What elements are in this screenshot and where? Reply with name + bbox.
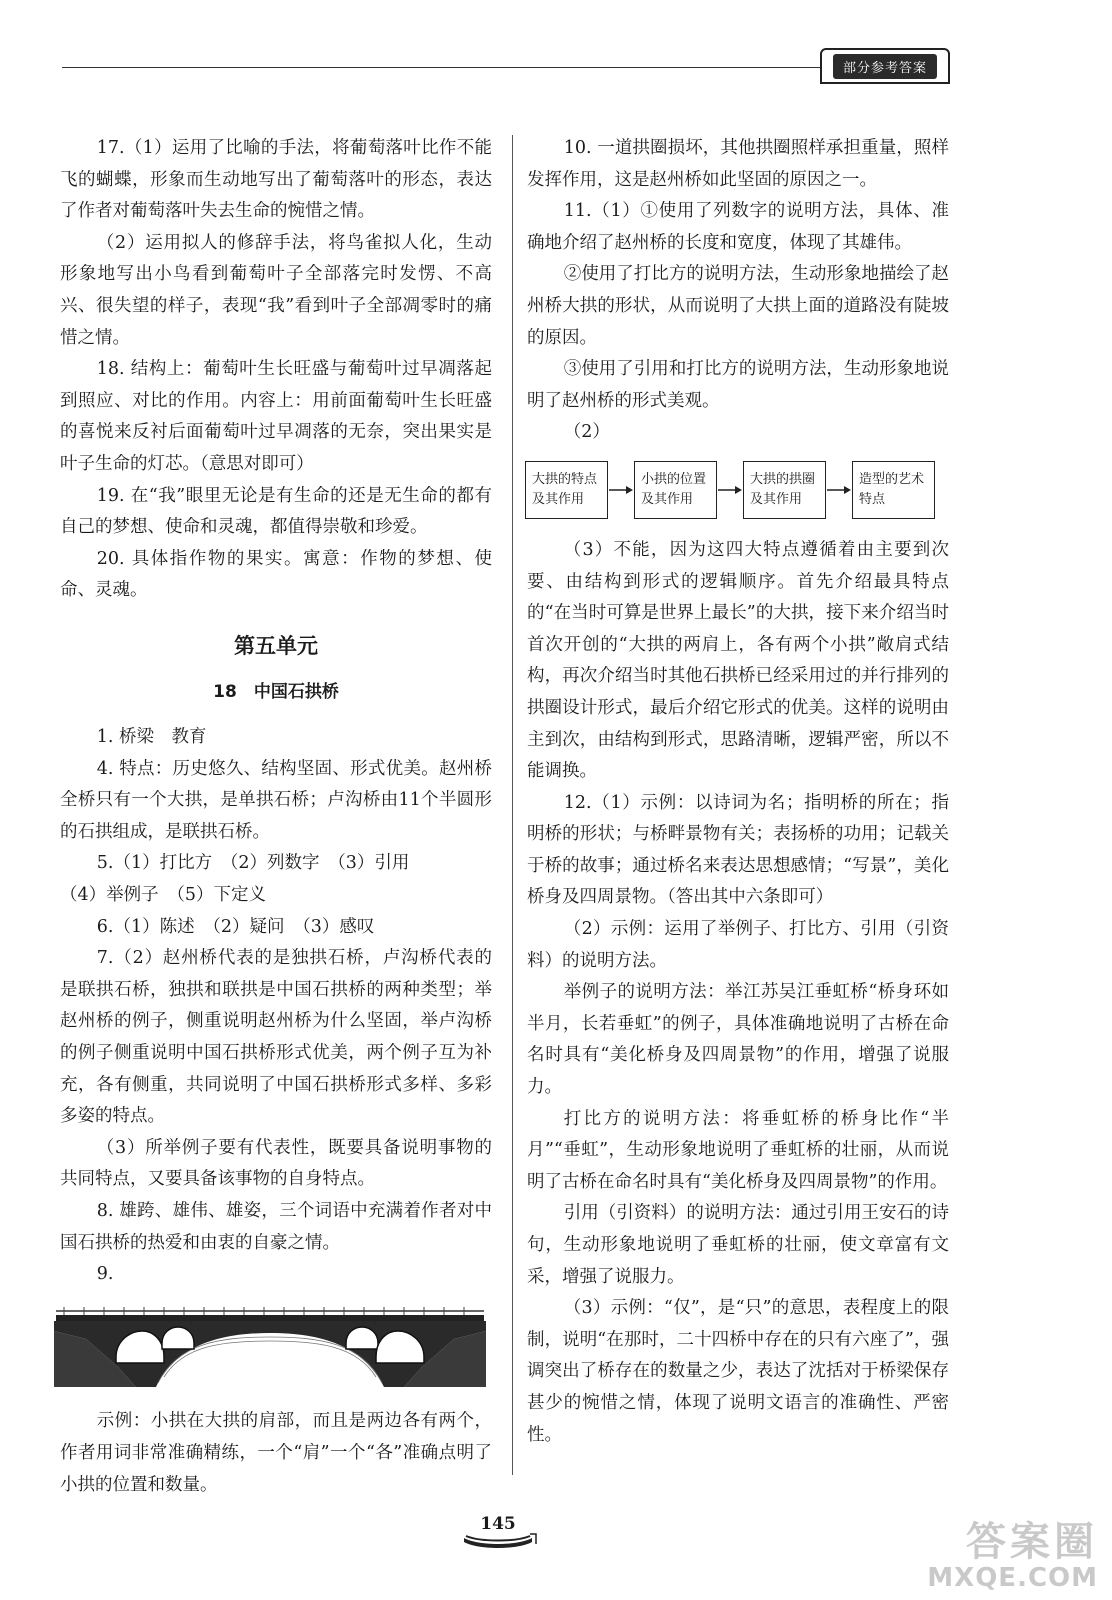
header-tab [820, 48, 950, 84]
arrow-right-icon [826, 484, 852, 496]
answer-18: 18. 结构上：葡萄叶生长旺盛与葡萄叶过早凋落起到照应、对比的作用。内容上：用前面葡萄叶生长旺盛的喜悦来反衬后面葡萄叶过早凋落的无奈，突出果实是叶子生命的灯芯。（意思对即可） [60, 359, 492, 474]
answer-8: 8. 雄跨、雄伟、雄姿，三个词语中充满着作者对中国石拱桥的热爱和由衷的自豪之情。 [60, 1201, 492, 1253]
answer-17-1: 17.（1）运用了比喻的手法，将葡萄落叶比作不能飞的蝴蝶，形象而生动地写出了葡萄落叶的形态，表达了作者对葡萄落叶失去生命的惋惜之情。 [60, 138, 492, 222]
page-number: 145 [480, 1514, 516, 1534]
unit-title: 第五单元 [234, 633, 318, 658]
bridge-figure [54, 1297, 492, 1401]
answer-5-line1: 5.（1）打比方 （2）列数字 （3）引用 [96, 853, 410, 874]
answer-1: 1. 桥梁 教育 [96, 727, 207, 748]
watermark-top: 答案圈 [966, 1519, 1098, 1565]
answer-11-1c: ③使用了引用和打比方的说明方法，生动形象地说明了赵州桥的形式美观。 [527, 359, 949, 411]
stone-arch-bridge-illustration [54, 1297, 486, 1389]
answer-11-1a: 11.（1）①使用了列数字的说明方法，具体、准确地介绍了赵州桥的长度和宽度，体现了其雄伟。 [527, 201, 949, 253]
answer-20: 20. 具体指作物的果实。寓意：作物的梦想、使命、灵魂。 [60, 548, 492, 601]
page-number-badge [458, 1510, 538, 1550]
arrow-right-icon [608, 484, 634, 496]
answer-12-3: （3）示例：“仅”，是“只”的意思，表程度上的限制，说明“在那时，二十四桥中存在的只有六座了”，强调突出了桥存在的数量之少，表达了沈括对于桥梁保存甚少的惋惜之情，体现了说明文语言的准确性、严密性。 [527, 1298, 949, 1445]
flow-box-1: 大拱的特点及其作用 [525, 461, 608, 519]
answer-12-metaphor: 打比方的说明方法：将垂虹桥的桥身比作“半月”“垂虹”，生动形象地说明了垂虹桥的壮丽，从而说明了古桥在命名时具有“美化桥身及四周景物”的作用。 [527, 1108, 949, 1192]
answer-4: 4. 特点：历史悠久、结构坚固、形式优美。赵州桥全桥只有一个大拱，是单拱石桥；卢沟桥由11个半圆形的石拱组成，是联拱石桥。 [60, 758, 492, 842]
header-rule [62, 67, 822, 68]
flow-box-4: 造型的艺术特点 [852, 461, 935, 519]
answer-7-2: 7.（2）赵州桥代表的是独拱石桥，卢沟桥代表的是联拱石桥，独拱和联拱是中国石拱桥的两种类型；举赵州桥的例子，侧重说明赵州桥为什么坚固，举卢沟桥的例子侧重说明中国石拱桥形式优美，两个例子互为补充，各有侧重，共同说明了中国石拱桥形式多样、多彩多姿的特点。 [60, 948, 492, 1127]
answer-11-1b: ②使用了打比方的说明方法，生动形象地描绘了赵州桥大拱的形状，从而说明了大拱上面的道路没有陡坡的原因。 [527, 264, 949, 348]
left-column [60, 133, 492, 1501]
answer-6: 6.（1）陈述 （2）疑问 （3）感叹 [96, 916, 375, 937]
right-column [527, 133, 949, 1451]
header-tab-label: 部分参考答案 [833, 54, 937, 79]
answer-19: 19. 在“我”眼里无论是有生命的还是无生命的都有自己的梦想、使命和灵魂，都值得崇敬和珍爱。 [60, 485, 492, 538]
flow-diagram [525, 461, 949, 519]
flow-box-2: 小拱的位置及其作用 [634, 461, 717, 519]
answer-12-2: （2）示例：运用了举例子、打比方、引用（引资料）的说明方法。 [527, 919, 949, 971]
answer-11-2-label: （2） [563, 422, 610, 443]
answer-9-example: 示例：小拱在大拱的肩部，而且是两边各有两个，作者用词非常准确精练，一个“肩”一个“各”准确点明了小拱的位置和数量。 [60, 1411, 492, 1495]
column-divider [512, 135, 513, 1475]
answer-11-3: （3）不能，因为这四大特点遵循着由主要到次要、由结构到形式的逻辑顺序。首先介绍最具特点的“在当时可算是世界上最长”的大拱，接下来介绍当时首次开创的“大拱的两肩上，各有两个小拱”敞肩式结构，再次介绍当时其他石拱桥已经采用过的并行排列的拱圈设计形式，最后介绍它形式的优美。这样的说明由主到次，由结构到形式，思路清晰，逻辑严密，所以不能调换。 [527, 539, 949, 782]
answer-12-quote: 引用（引资料）的说明方法：通过引用王安石的诗句，生动形象地说明了垂虹桥的壮丽，使文章富有文采，增强了说服力。 [527, 1203, 949, 1287]
arrow-right-icon [717, 484, 743, 496]
answer-5-line2: （4）举例子 （5）下定义 [60, 885, 267, 906]
answer-9-label: 9. [96, 1264, 114, 1285]
watermark [927, 1520, 1098, 1592]
answer-10: 10. 一道拱圈损坏，其他拱圈照样承担重量，照样发挥作用，这是赵州桥如此坚固的原因之一。 [527, 138, 949, 190]
answer-12-example: 举例子的说明方法：举江苏吴江垂虹桥“桥身环如半月，长若垂虹”的例子，具体准确地说明了古桥在命名时具有“美化桥身及四周景物”的作用，增强了说服力。 [527, 982, 949, 1098]
watermark-bottom: MXQE.COM [927, 1563, 1098, 1593]
answer-7-3: （3）所举例子要有代表性，既要具备说明事物的共同特点，又要具备该事物的自身特点。 [60, 1137, 492, 1190]
lesson-title: 18 中国石拱桥 [213, 681, 339, 702]
flow-box-3: 大拱的拱圈及其作用 [743, 461, 826, 519]
answer-12-1: 12.（1）示例：以诗词为名；指明桥的所在；指明桥的形状；与桥畔景物有关；表扬桥的功用；记载关于桥的故事；通过桥名来表达思想感情；“写景”，美化桥身及四周景物。（答出其中六条即可） [527, 792, 949, 908]
answer-17-2: （2）运用拟人的修辞手法，将鸟雀拟人化，生动形象地写出小鸟看到葡萄叶子全部落完时发愣、不高兴、很失望的样子，表现“我”看到叶子全部凋零时的痛惜之情。 [60, 232, 492, 348]
